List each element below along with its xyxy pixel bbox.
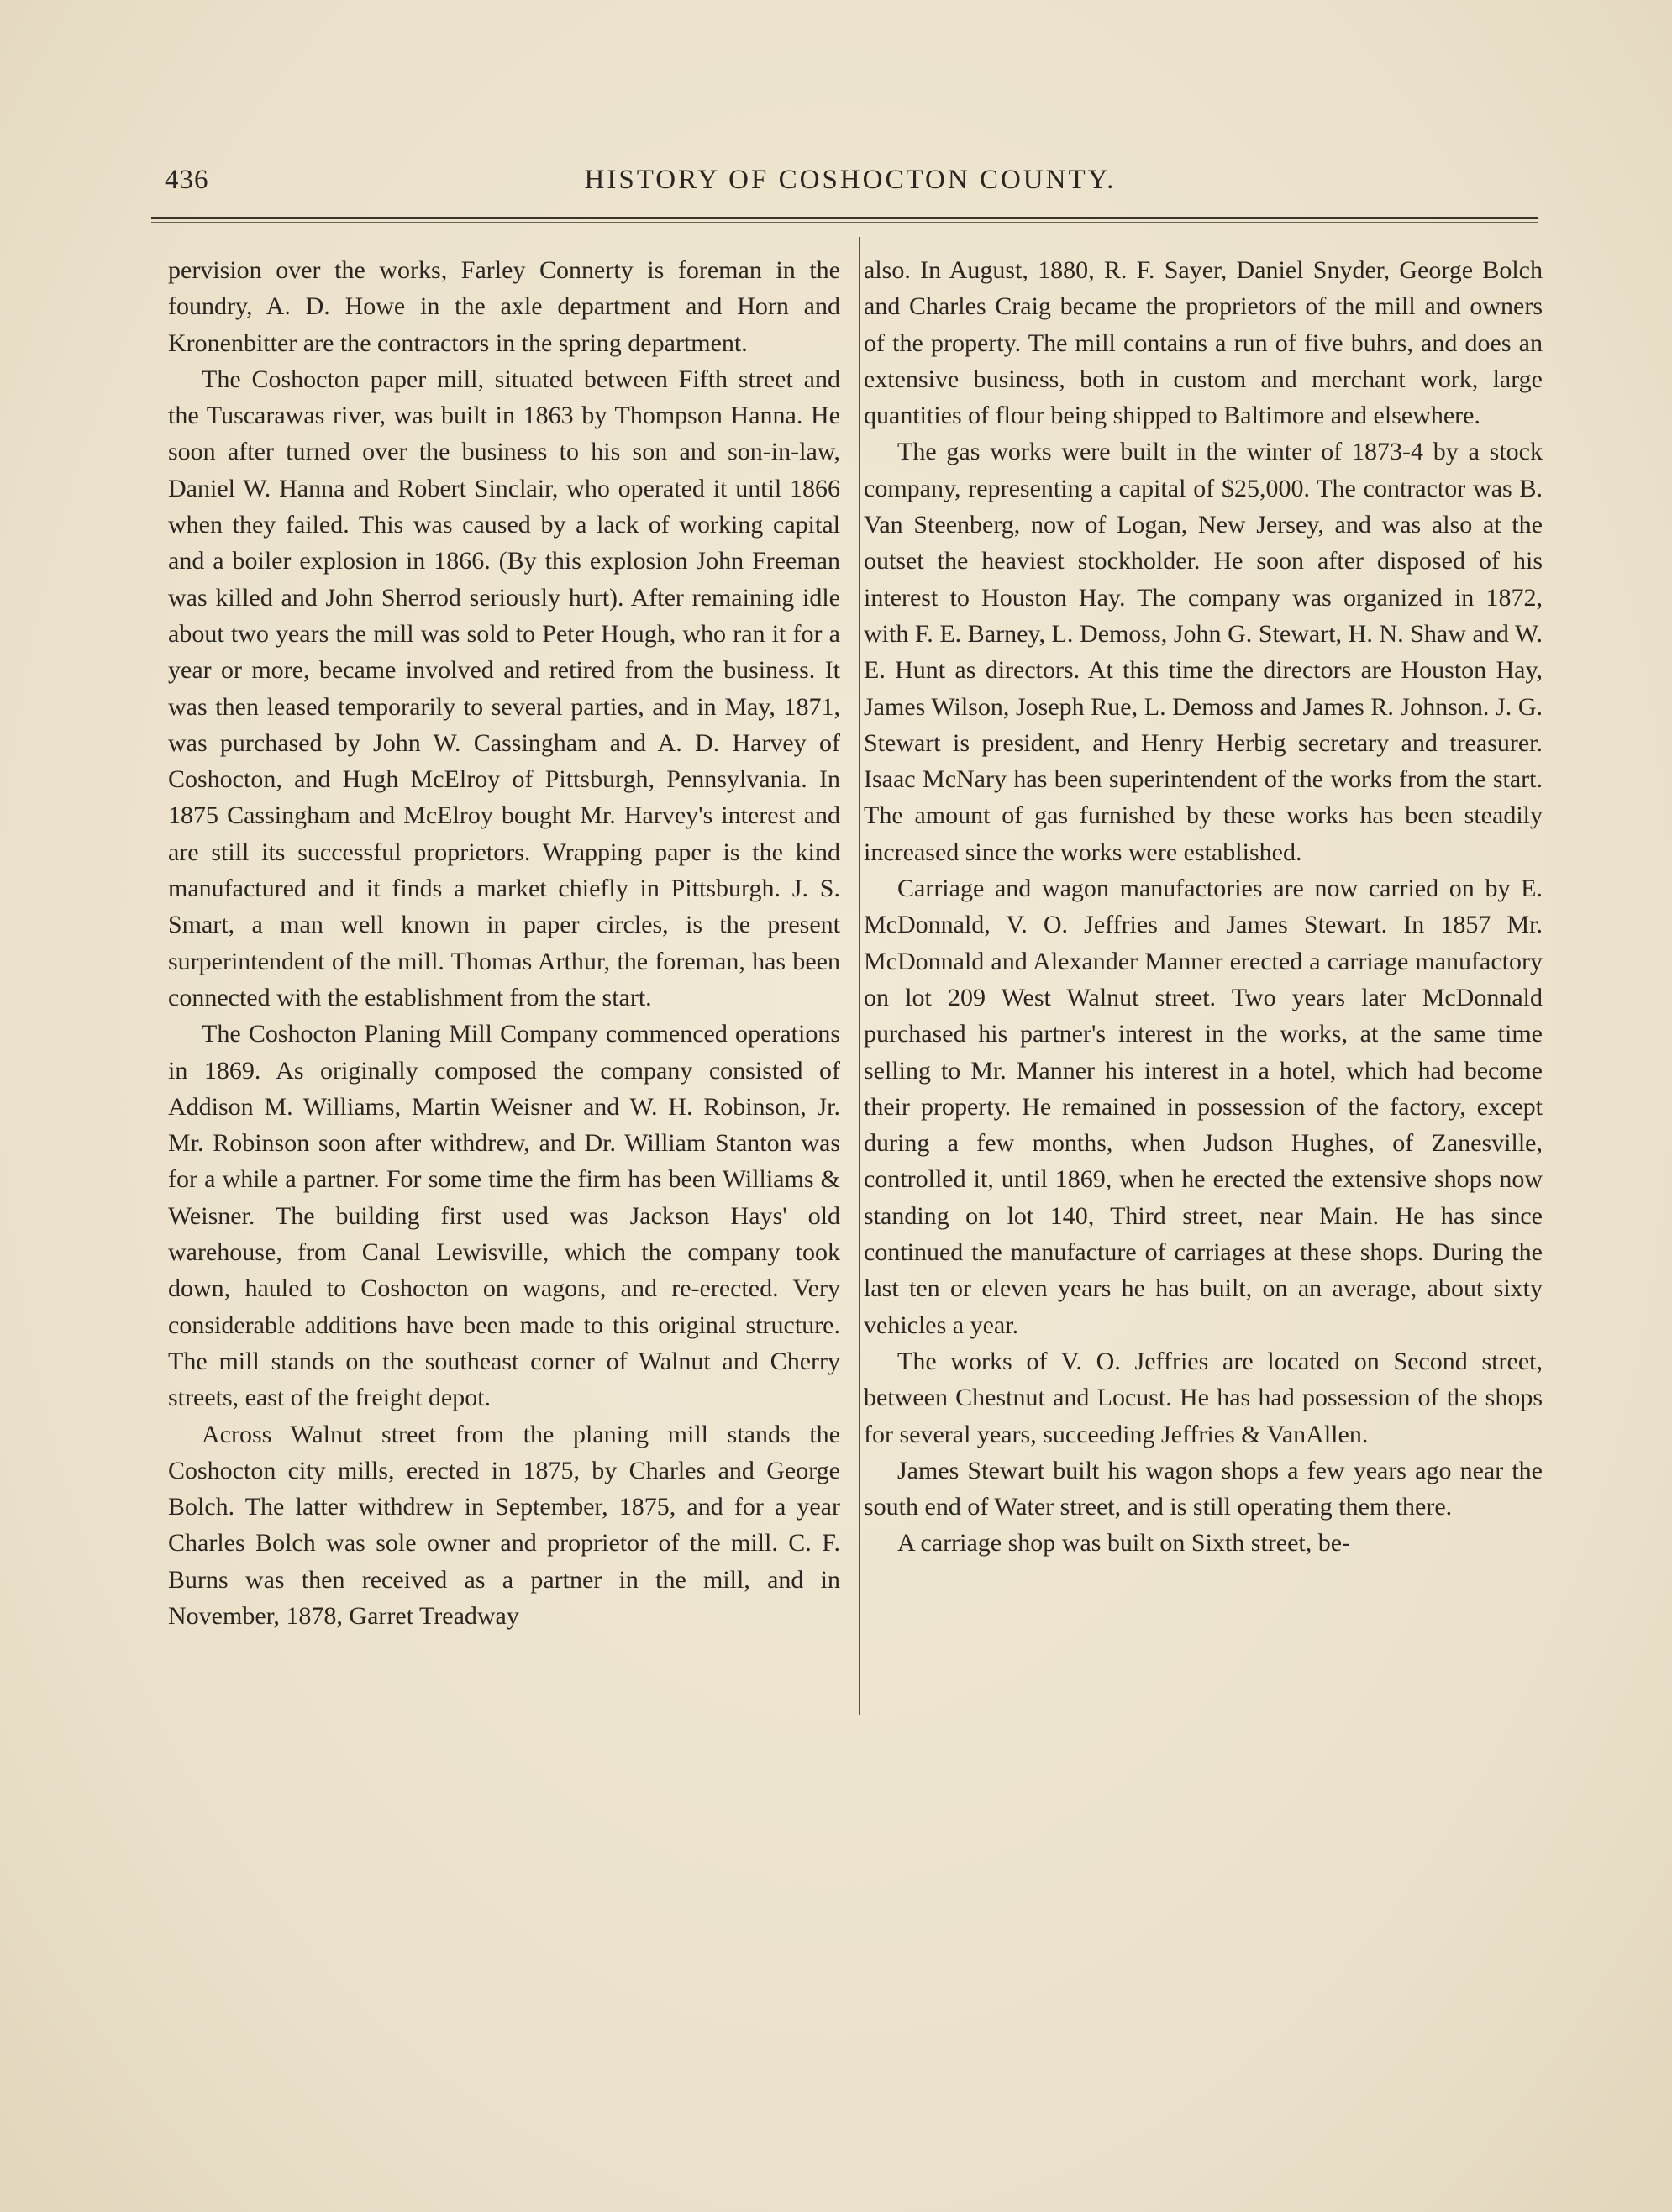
right-paragraph-5: James Stewart built his wagon shops a few years ago near the south end of Water street, and is still operating them there. (864, 1456, 1543, 1521)
left-paragraph-3: The Coshocton Planing Mill Company commenced operations in 1869. As originally composed the company consisted of Addison M. Williams, Martin Weisner and W. H. Robinson, Jr. Mr. Robinson soon after withdrew, and Dr. William Stanton was for a while a partner. For some time the firm has been Williams & Weisner. The building first used was Jackson Hays' old warehouse, from Canal Lewisville, which the company took down, hauled to Coshocton on wagons, and re-erected. Very considerable additions have been made to this original structure. The mill stands on the southeast corner of Walnut and Cherry streets, east of the freight depot. (168, 1020, 840, 1412)
column-divider (859, 237, 860, 1715)
header-rule-thin (151, 222, 1538, 223)
right-column (864, 252, 1543, 1562)
right-paragraph-4: The works of V. O. Jeffries are located on Second street, between Chestnut and Locust. He has had possession of the shops for several years, succeeding Jeffries & VanAllen. (864, 1347, 1543, 1448)
header-rule (151, 217, 1538, 219)
left-paragraph-1: pervision over the works, Farley Connerty is foreman in the foundry, A. D. Howe in the axle department and Horn and Kronenbitter are the contractors in the spring department. (168, 256, 840, 357)
right-paragraph-6: A carriage shop was built on Sixth street, be- (897, 1529, 1351, 1558)
left-column (168, 252, 840, 1634)
running-title: HISTORY OF COSHOCTON COUNTY. (584, 165, 1117, 195)
left-paragraph-4: Across Walnut street from the planing mill stands the Coshocton city mills, erected in 1875, by Charles and George Bolch. The latter withdrew in September, 1875, and for a year Charles Bolch was sole owner and proprietor of the mill. C. F. Burns was then received as a partner in the mill, and in November, 1878, Garret Treadway (168, 1420, 840, 1630)
page-header (165, 165, 1536, 202)
page-number: 436 (165, 165, 209, 195)
right-paragraph-1: also. In August, 1880, R. F. Sayer, Daniel Snyder, George Bolch and Charles Craig became the proprietors of the mill and owners of the property. The mill contains a run of five buhrs, and does an extensive business, both in custom and merchant work, large quantities of flour being shipped to Baltimore and elsewhere. (864, 256, 1543, 430)
right-paragraph-3: Carriage and wagon manufactories are now carried on by E. McDonnald, V. O. Jeffries and James Stewart. In 1857 Mr. McDonnald and Alexander Manner erected a carriage manufactory on lot 209 West Walnut street. Two years later McDonnald purchased his partner's interest in the works, at the same time selling to Mr. Manner his interest in a hotel, which had become their property. He remained in possession of the factory, except during a few months, when Judson Hughes, of Zanesville, controlled it, until 1869, when he erected the extensive shops now standing on lot 140, Third street, near Main. He has since continued the manufacture of carriages at these shops. During the last ten or eleven years he has built, on an average, about sixty vehicles a year. (864, 875, 1543, 1339)
right-paragraph-2: The gas works were built in the winter of 1873-4 by a stock company, representing a capital of $25,000. The contractor was B. Van Steenberg, now of Logan, New Jersey, and was also at the outset the heaviest stockholder. He soon after disposed of his interest to Houston Hay. The company was organized in 1872, with F. E. Barney, L. Demoss, John G. Stewart, H. N. Shaw and W. E. Hunt as directors. At this time the directors are Houston Hay, James Wilson, Joseph Rue, L. Demoss and James R. Johnson. J. G. Stewart is president, and Henry Herbig secretary and treasurer. Isaac McNary has been superintendent of the works from the start. The amount of gas furnished by these works has been steadily increased since the works were established. (864, 438, 1543, 866)
left-paragraph-2: The Coshocton paper mill, situated between Fifth street and the Tuscarawas river, was built in 1863 by Thompson Hanna. He soon after turned over the business to his son and son-in-law, Daniel W. Hanna and Robert Sinclair, who operated it until 1866 when they failed. This was caused by a lack of working capital and a boiler explosion in 1866. (By this explosion John Freeman was killed and John Sherrod seriously hurt). After remaining idle about two years the mill was sold to Peter Hough, who ran it for a year or more, became involved and retired from the business. It was then leased temporarily to several parties, and in May, 1871, was purchased by John W. Cassingham and A. D. Harvey of Coshocton, and Hugh McElroy of Pittsburgh, Pennsylvania. In 1875 Cassingham and McElroy bought Mr. Harvey's interest and are still its successful proprietors. Wrapping paper is the kind manufactured and it finds a market chiefly in Pittsburgh. J. S. Smart, a man well known in paper circles, is the present surperintendent of the mill. Thomas Arthur, the foreman, has been connected with the establishment from the start. (168, 365, 840, 1011)
